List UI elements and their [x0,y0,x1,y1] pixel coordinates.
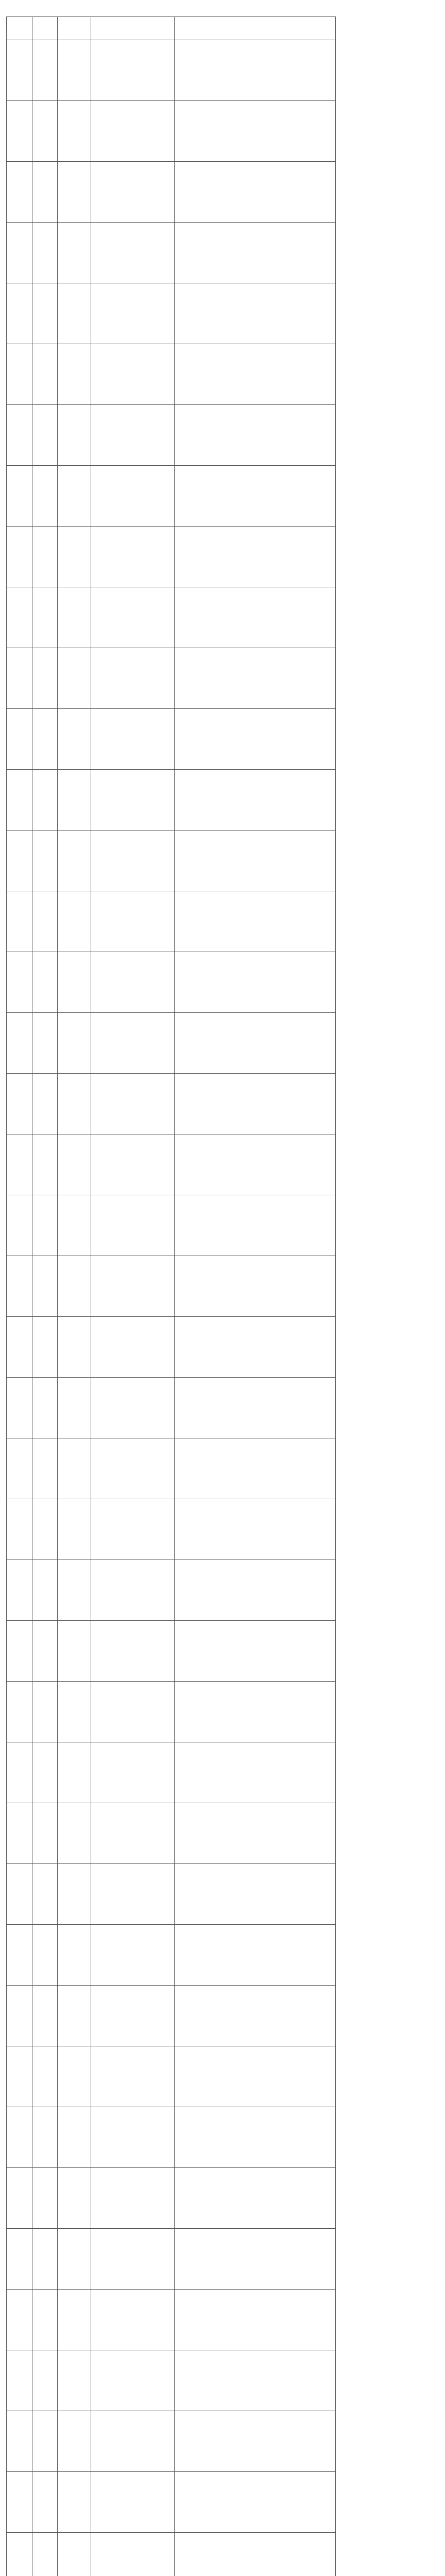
table-row [7,101,336,162]
cell-desc [91,1378,175,1438]
column-header-name [32,17,58,40]
cell-name [32,2472,58,2533]
cell-code [7,1499,32,1560]
cell-code [7,2290,32,2350]
cell-qty [58,344,91,405]
cell-desc [91,1803,175,1864]
cell-qty [58,283,91,344]
cell-qty [58,2411,91,2472]
table-row [7,2107,336,2168]
table-row [7,648,336,709]
cell-qty [58,587,91,648]
cell-code [7,1682,32,1742]
cell-note [174,1621,335,1682]
table-row [7,466,336,527]
cell-note [174,2350,335,2411]
cell-note [174,1134,335,1195]
cell-desc [91,1317,175,1378]
cell-desc [91,1074,175,1134]
cell-name [32,40,58,101]
cell-qty [58,2472,91,2533]
table-row [7,2472,336,2533]
cell-note [174,283,335,344]
cell-desc [91,2411,175,2472]
cell-name [32,1013,58,1074]
cell-code [7,2533,32,2576]
cell-note [174,1560,335,1621]
cell-code [7,1925,32,1986]
cell-note [174,1195,335,1256]
cell-name [32,1256,58,1317]
cell-qty [58,1864,91,1925]
cell-qty [58,1317,91,1378]
cell-code [7,587,32,648]
cell-desc [91,2229,175,2290]
cell-name [32,466,58,527]
table-row [7,1925,336,1986]
cell-desc [91,2533,175,2576]
table-row [7,40,336,101]
cell-name [32,1986,58,2046]
cell-qty [58,1134,91,1195]
cell-code [7,2229,32,2290]
table-row [7,1317,336,1378]
cell-qty [58,770,91,831]
cell-name [32,1560,58,1621]
record-table [6,16,336,2576]
cell-note [174,1074,335,1134]
cell-qty [58,405,91,466]
cell-code [7,1256,32,1317]
cell-note [174,1317,335,1378]
cell-qty [58,2168,91,2229]
cell-note [174,1013,335,1074]
table-row [7,1256,336,1317]
cell-note [174,2533,335,2576]
cell-code [7,405,32,466]
cell-note [174,1925,335,1986]
column-header-desc [91,17,175,40]
cell-qty [58,1925,91,1986]
cell-desc [91,1925,175,1986]
cell-code [7,2107,32,2168]
cell-code [7,40,32,101]
cell-name [32,1803,58,1864]
cell-name [32,223,58,283]
cell-qty [58,1256,91,1317]
cell-qty [58,1195,91,1256]
cell-qty [58,648,91,709]
cell-desc [91,1013,175,1074]
cell-qty [58,2290,91,2350]
cell-note [174,2168,335,2229]
cell-note [174,1803,335,1864]
table-row [7,1438,336,1499]
cell-code [7,527,32,587]
cell-note [174,2107,335,2168]
cell-code [7,770,32,831]
table-row [7,2533,336,2576]
cell-code [7,101,32,162]
cell-note [174,1986,335,2046]
table-row [7,587,336,648]
document-title [0,4,445,14]
cell-code [7,1864,32,1925]
table-row [7,2290,336,2350]
cell-qty [58,1682,91,1742]
cell-code [7,2350,32,2411]
cell-desc [91,891,175,952]
cell-note [174,1499,335,1560]
table-row [7,283,336,344]
table-row [7,770,336,831]
table-row [7,1074,336,1134]
cell-desc [91,1621,175,1682]
cell-name [32,283,58,344]
cell-name [32,1195,58,1256]
cell-qty [58,223,91,283]
table-row [7,831,336,891]
cell-note [174,101,335,162]
cell-name [32,770,58,831]
cell-name [32,952,58,1013]
table-row [7,952,336,1013]
cell-name [32,891,58,952]
table-row [7,1378,336,1438]
cell-note [174,344,335,405]
cell-name [32,1134,58,1195]
cell-name [32,648,58,709]
cell-desc [91,283,175,344]
cell-name [32,162,58,223]
cell-qty [58,1013,91,1074]
cell-name [32,1499,58,1560]
table-row [7,2046,336,2107]
cell-note [174,2046,335,2107]
cell-note [174,1256,335,1317]
table-header-row [7,17,336,40]
cell-qty [58,2229,91,2290]
table-row [7,1560,336,1621]
cell-name [32,2107,58,2168]
cell-code [7,2411,32,2472]
cell-qty [58,891,91,952]
cell-name [32,344,58,405]
table-row [7,1742,336,1803]
column-header-note [174,17,335,40]
cell-qty [58,2107,91,2168]
cell-note [174,405,335,466]
cell-desc [91,2168,175,2229]
cell-desc [91,223,175,283]
cell-desc [91,1438,175,1499]
cell-name [32,1317,58,1378]
cell-name [32,2290,58,2350]
cell-code [7,223,32,283]
cell-note [174,1438,335,1499]
cell-qty [58,1742,91,1803]
cell-qty [58,1378,91,1438]
cell-name [32,1621,58,1682]
cell-qty [58,162,91,223]
table-row [7,1864,336,1925]
cell-name [32,2350,58,2411]
cell-name [32,831,58,891]
cell-code [7,1074,32,1134]
cell-desc [91,770,175,831]
cell-note [174,891,335,952]
table-row [7,891,336,952]
table-row [7,1499,336,1560]
cell-qty [58,1621,91,1682]
cell-code [7,1317,32,1378]
cell-note [174,40,335,101]
cell-code [7,1438,32,1499]
cell-note [174,2411,335,2472]
cell-qty [58,1438,91,1499]
cell-code [7,162,32,223]
cell-name [32,527,58,587]
table-row [7,2168,336,2229]
cell-desc [91,1256,175,1317]
cell-desc [91,2472,175,2533]
cell-desc [91,587,175,648]
cell-desc [91,952,175,1013]
cell-desc [91,344,175,405]
cell-code [7,1378,32,1438]
cell-code [7,2046,32,2107]
cell-desc [91,1195,175,1256]
cell-code [7,1195,32,1256]
cell-name [32,1682,58,1742]
cell-note [174,223,335,283]
table-row [7,527,336,587]
table-row [7,1803,336,1864]
cell-note [174,2472,335,2533]
cell-name [32,1864,58,1925]
cell-qty [58,1803,91,1864]
cell-note [174,1864,335,1925]
cell-desc [91,2350,175,2411]
table-row [7,1195,336,1256]
cell-qty [58,831,91,891]
cell-note [174,2229,335,2290]
cell-desc [91,527,175,587]
cell-desc [91,405,175,466]
cell-name [32,2168,58,2229]
cell-note [174,162,335,223]
cell-qty [58,2046,91,2107]
cell-qty [58,2533,91,2576]
cell-desc [91,466,175,527]
cell-code [7,891,32,952]
cell-desc [91,101,175,162]
table-row [7,1134,336,1195]
cell-code [7,466,32,527]
cell-desc [91,648,175,709]
table-row [7,2411,336,2472]
cell-desc [91,831,175,891]
cell-name [32,101,58,162]
cell-code [7,1013,32,1074]
cell-code [7,648,32,709]
cell-desc [91,1134,175,1195]
cell-desc [91,1864,175,1925]
table-row [7,709,336,770]
cell-desc [91,1986,175,2046]
table-row [7,405,336,466]
column-header-qty [58,17,91,40]
table-row [7,2229,336,2290]
table-row [7,344,336,405]
cell-note [174,709,335,770]
cell-name [32,1925,58,1986]
cell-name [32,2411,58,2472]
cell-code [7,283,32,344]
cell-code [7,1803,32,1864]
cell-desc [91,2046,175,2107]
cell-qty [58,952,91,1013]
cell-note [174,2290,335,2350]
cell-qty [58,466,91,527]
cell-name [32,1074,58,1134]
cell-code [7,952,32,1013]
cell-code [7,709,32,770]
table-row [7,1013,336,1074]
cell-desc [91,1499,175,1560]
table-row [7,1986,336,2046]
cell-code [7,2168,32,2229]
cell-note [174,1682,335,1742]
cell-name [32,587,58,648]
cell-note [174,587,335,648]
cell-name [32,709,58,770]
table-row [7,1621,336,1682]
cell-note [174,831,335,891]
cell-note [174,1742,335,1803]
cell-name [32,1438,58,1499]
cell-desc [91,2107,175,2168]
cell-desc [91,162,175,223]
cell-note [174,527,335,587]
cell-note [174,952,335,1013]
cell-qty [58,709,91,770]
cell-qty [58,1074,91,1134]
cell-desc [91,1682,175,1742]
cell-qty [58,1560,91,1621]
table-row [7,2350,336,2411]
cell-desc [91,40,175,101]
cell-note [174,770,335,831]
cell-name [32,2533,58,2576]
cell-name [32,1742,58,1803]
table-body [7,40,336,2576]
cell-desc [91,709,175,770]
cell-code [7,344,32,405]
cell-name [32,2229,58,2290]
table-row [7,223,336,283]
column-header-code [7,17,32,40]
cell-desc [91,1742,175,1803]
cell-qty [58,1986,91,2046]
cell-code [7,1560,32,1621]
cell-desc [91,2290,175,2350]
table-row [7,1682,336,1742]
cell-name [32,1378,58,1438]
cell-note [174,466,335,527]
cell-code [7,831,32,891]
cell-qty [58,101,91,162]
cell-desc [91,1560,175,1621]
cell-code [7,1986,32,2046]
cell-qty [58,40,91,101]
cell-code [7,1621,32,1682]
cell-code [7,2472,32,2533]
cell-qty [58,527,91,587]
cell-qty [58,1499,91,1560]
cell-qty [58,2350,91,2411]
table-row [7,162,336,223]
cell-name [32,2046,58,2107]
cell-note [174,648,335,709]
cell-note [174,1378,335,1438]
cell-code [7,1742,32,1803]
cell-name [32,405,58,466]
cell-code [7,1134,32,1195]
